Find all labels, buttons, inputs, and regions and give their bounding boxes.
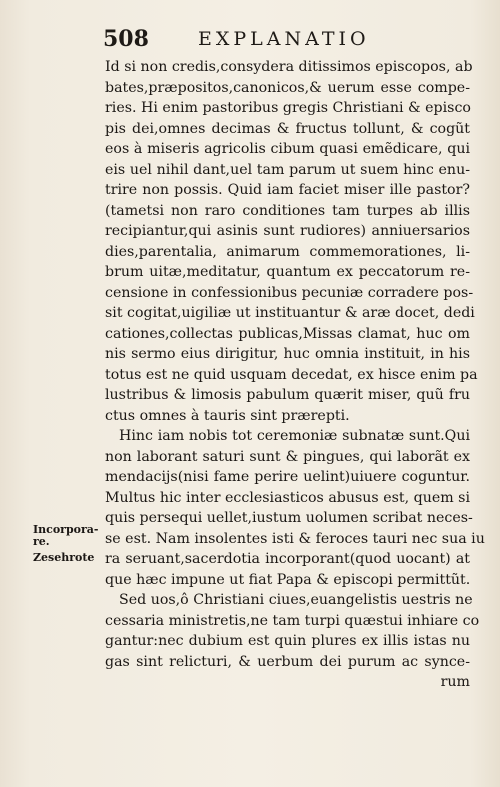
- text-line: trire non possis. Quid iam faciet miser ille pastor?: [105, 182, 470, 198]
- text-line: gas sint relicturi, & uerbum dei purum ac synce-: [105, 653, 470, 670]
- text-line: mendacijs(nisi fame perire uelint)uiuere coguntur.: [105, 469, 470, 485]
- text-line: recipiantur,qui asinis sunt rudiores) anniuersarios: [105, 223, 470, 239]
- body-text: [105, 57, 485, 693]
- text-line: eos à miseris agricolis cibum quasi emẽdicare, qui: [105, 141, 470, 157]
- text-line: gantur:nec dubium est quin plures ex illis istas nu: [105, 633, 470, 649]
- text-line: ctus omnes à tauris sint prærepti.: [105, 407, 350, 424]
- text-line: (tametsi non raro conditiones tam turpes ab illis: [105, 202, 470, 219]
- text-line: ries. Hi enim pastoribus gregis Christiani & episco: [105, 100, 471, 116]
- text-line: cationes,collectas publicas,Missas clamat, huc om: [105, 325, 470, 342]
- text-line: non laborant saturi sunt & pingues, qui laborãt ex: [105, 448, 470, 465]
- text-line: sit cogitat,uigiliæ ut instituantur & aræ docet, dedi: [105, 305, 475, 321]
- margin-note-german: Zesehrote: [33, 551, 95, 564]
- text-line: pis dei,omnes decimas & fructus tollunt, & cogũt: [105, 120, 470, 137]
- page-number: 508: [103, 26, 149, 52]
- text-line: Sed uos,ô Christiani ciues,euangelistis uestris ne: [119, 592, 473, 608]
- text-line: totus est ne quid usquam decedat, ex hisce enim pa: [105, 366, 478, 383]
- text-line: Multus hic inter ecclesiasticos abusus est, quem si: [105, 489, 471, 506]
- text-line: nis sermo eius dirigitur, huc omnia instituit, in his: [105, 346, 470, 362]
- margin-note-incorporare: Incorpora-re.: [33, 523, 99, 548]
- text-line: cessaria ministretis,ne tam turpi quæstui inhiare co: [105, 612, 480, 629]
- running-title: EXPLANATIO: [198, 28, 370, 50]
- text-line: dies,parentalia, animarum commemorationes, li-: [105, 243, 470, 260]
- text-line: bates,præpositos,canonicos,& uerum esse compe-: [105, 79, 470, 96]
- text-line: censione in confessionibus pecuniæ corradere pos-: [105, 284, 474, 301]
- text-line: brum uitæ,meditatur, quantum ex peccatorum re-: [105, 264, 470, 280]
- text-line: Hinc iam nobis tot ceremoniæ subnatæ sunt.Qui: [119, 428, 470, 444]
- text-line: se est. Nam insolentes isti & feroces tauri nec sua iu: [105, 530, 485, 547]
- text-line: eis uel nihil dant,uel tam parum ut suem hinc enu-: [105, 161, 470, 178]
- text-line: ra seruant,sacerdotia incorporant(quod uocant) at: [105, 551, 470, 567]
- text-line: que hæc impune ut fiat Papa & episcopi permittũt.: [105, 571, 471, 588]
- catch-word: rum: [440, 674, 470, 690]
- text-line: quis persequi uellet,iustum uolumen scribat neces-: [105, 510, 473, 526]
- text-line: lustribus & limosis pabulum quærit miser, quũ fru: [105, 387, 470, 403]
- page-header: [103, 26, 443, 54]
- text-line: Id si non credis,consydera ditissimos episcopos, ab: [105, 59, 473, 75]
